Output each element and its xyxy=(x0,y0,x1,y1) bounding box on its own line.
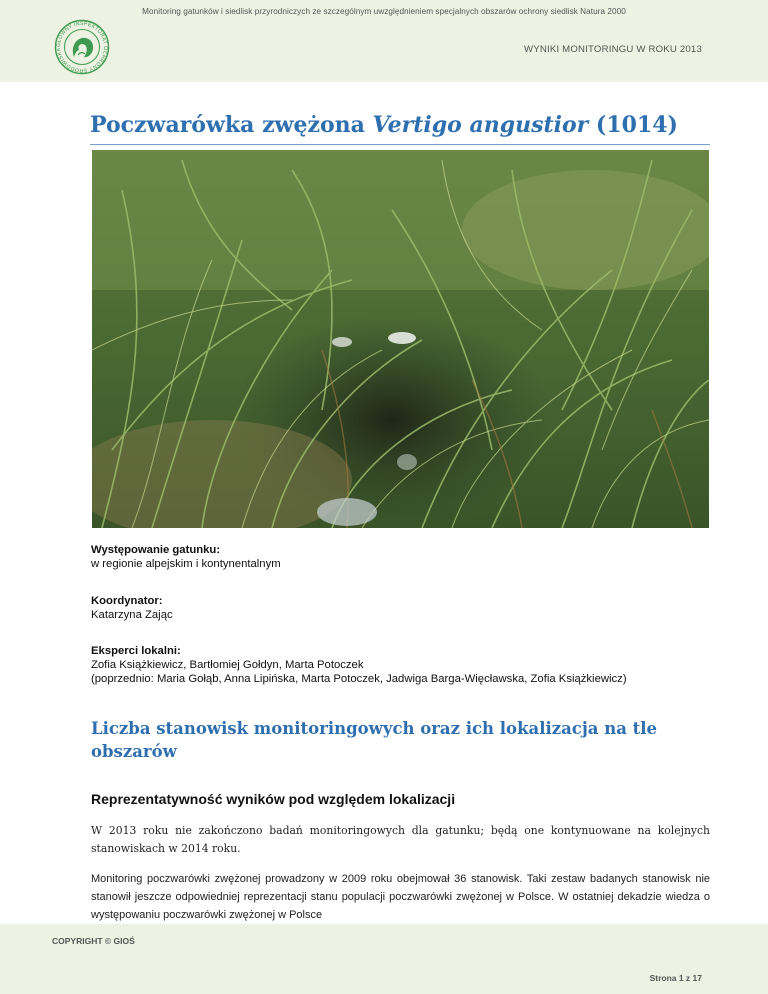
paragraph-monitoring-2009: Monitoring poczwarówki zwężonej prowadzony w 2009 roku obejmował 36 stanowisk. Taki zestaw badanych stanowisk nie stanowił jeszcze odpowiedniej reprezentacji stanu populacji poczwarówki zwężonej w Polsce. W ostatniej dekadzie wiedza o występowaniu poczwarówki zwężonej w Polsce xyxy=(91,873,710,921)
experts-label: Eksperci lokalni: xyxy=(91,645,181,657)
coordinator-value: Katarzyna Zając xyxy=(91,609,173,621)
header-report-label: WYNIKI MONITORINGU W ROKU 2013 xyxy=(524,44,702,55)
subsection-heading: Reprezentatywność wyników pod względem lokalizacji xyxy=(91,791,456,807)
occurrence-label: Występowanie gatunku: xyxy=(91,544,221,556)
grass-habitat-photo-icon xyxy=(92,150,709,528)
occurrence-block xyxy=(91,543,281,571)
coordinator-label: Koordynator: xyxy=(91,595,163,607)
experts-current: Zofia Książkiewicz, Bartłomiej Gołdyn, Marta Potoczek xyxy=(91,659,364,671)
title-latin-name: Vertigo angustior xyxy=(372,112,589,138)
title-underline xyxy=(90,144,710,145)
habitat-photo xyxy=(92,150,709,528)
copyright-notice: COPYRIGHT © GIOŚ xyxy=(52,936,135,946)
section-heading: Liczba stanowisk monitoringowych oraz ich lokalizacja na tle obszarów xyxy=(91,719,658,761)
page-title xyxy=(90,112,678,138)
header-series-title: Monitoring gatunków i siedlisk przyrodniczych ze szczególnym uwzględnieniem specjalnych obszarów ochrony siedlisk Natura 2000 xyxy=(142,7,626,16)
title-common-name: Poczwarówka zwężona xyxy=(90,112,373,138)
occurrence-value: w regionie alpejskim i kontynentalnym xyxy=(91,558,281,570)
experts-previous: (poprzednio: Maria Gołąb, Anna Lipińska, Marta Potoczek, Jadwiga Barga-Więcławska, Zofia Książkiewicz) xyxy=(91,673,627,685)
gios-logo-icon xyxy=(54,19,110,75)
paragraph-status-2013: W 2013 roku nie zakończono badań monitoringowych dla gatunku; będą one kontynuowane na kolejnych stanowiskach w 2014 roku. xyxy=(91,824,710,855)
logo-ring-text: GŁÓWNY INSPEKTORAT OCHRONY ŚRODOWISKA xyxy=(55,20,109,74)
page-number: Strona 1 z 17 xyxy=(649,973,702,983)
coordinator-block xyxy=(91,594,173,622)
footer-band xyxy=(0,924,768,994)
title-species-code: (1014) xyxy=(588,112,678,138)
experts-block xyxy=(91,644,627,686)
